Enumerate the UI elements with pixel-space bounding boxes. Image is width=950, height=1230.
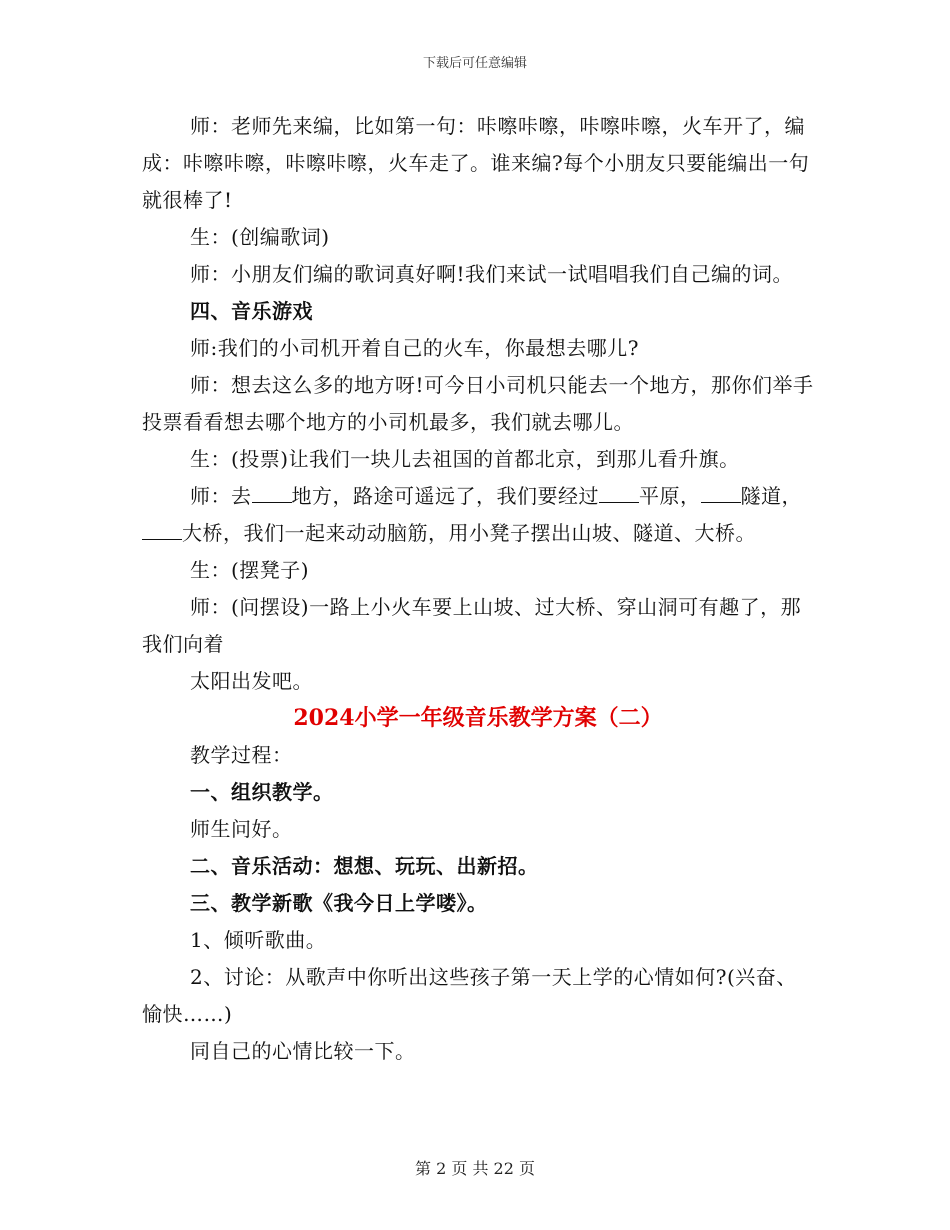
paragraph: 1、倾听歌曲。 — [190, 928, 327, 952]
paragraph: 师:我们的小司机开着自己的火车，你最想去哪儿? — [190, 336, 639, 360]
section-heading: 三、教学新歌《我今日上学喽》。 — [190, 891, 488, 915]
paragraph: 太阳出发吧。 — [190, 669, 313, 693]
text-segment: 师：去 — [190, 484, 252, 508]
paragraph: 师生问好。 — [190, 817, 293, 841]
paragraph: 师：老师先来编，比如第一句：咔嚓咔嚓，咔嚓咔嚓，火车开了，编成：咔嚓咔嚓，咔嚓咔嚓，火车走了。谁来编?每个小朋友只要能编出一句就很棒了! — [142, 114, 810, 212]
paragraph: 生：(创编歌词) — [190, 225, 330, 249]
section-title: 2024小学一年级音乐教学方案（二） — [293, 705, 663, 731]
paragraph: 师：(问摆设)一路上小火车要上山坡、过大桥、穿山洞可有趣了，那我们向着 — [142, 595, 802, 656]
page-header: 下载后可任意编辑 — [422, 56, 527, 71]
fill-blank — [142, 521, 182, 540]
text-segment: 隧道， — [740, 484, 802, 508]
fill-blank — [599, 484, 639, 503]
text-segment: 平原， — [639, 484, 701, 508]
fill-blank — [701, 484, 741, 503]
paragraph: 同自己的心情比较一下。 — [190, 1039, 416, 1063]
paragraph: 2、讨论：从歌声中你听出这些孩子第一天上学的心情如何?(兴奋、愉快……) — [142, 965, 797, 1026]
fill-blank — [252, 484, 292, 503]
paragraph: 师：小朋友们编的歌词真好啊!我们来试一试唱唱我们自己编的词。 — [190, 262, 794, 286]
paragraph: 生：(投票)让我们一块儿去祖国的首都北京，到那儿看升旗。 — [190, 447, 740, 471]
section-heading: 四、音乐游戏 — [190, 299, 313, 323]
paragraph: 生：(摆凳子) — [190, 558, 310, 582]
section-heading: 二、音乐活动：想想、玩玩、出新招。 — [190, 854, 539, 878]
paragraph-with-blanks — [142, 478, 814, 552]
text-segment: 地方，路途可遥远了，我们要经过 — [291, 484, 599, 508]
paragraph: 师：想去这么多的地方呀!可今日小司机只能去一个地方，那你们举手投票看看想去哪个地方的小司机最多，我们就去哪儿。 — [142, 373, 814, 434]
page-footer: 第 2 页 共 22 页 — [415, 1159, 535, 1178]
paragraph: 教学过程： — [190, 743, 293, 767]
section-heading: 一、组织教学。 — [190, 780, 334, 804]
document-body — [142, 108, 814, 1070]
text-segment: 大桥，我们一起来动动脑筋，用小凳子摆出山坡、隧道、大桥。 — [182, 521, 756, 545]
